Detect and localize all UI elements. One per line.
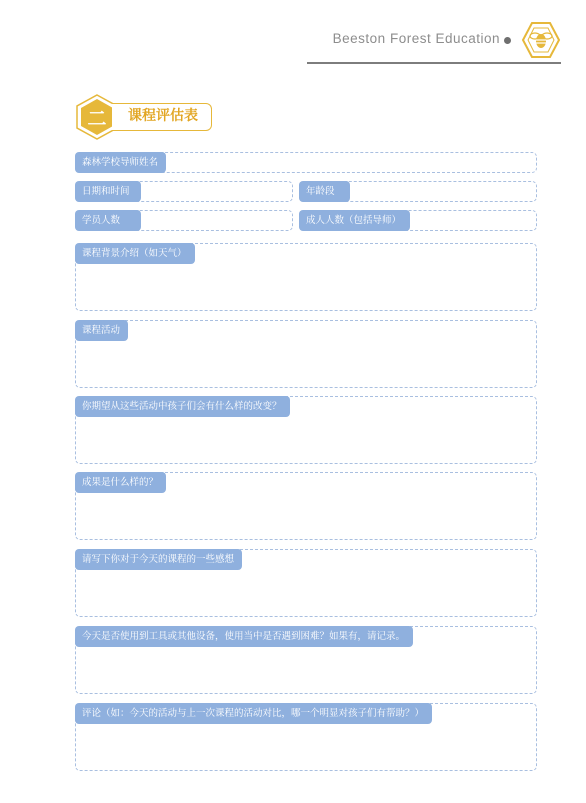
expected-change-field[interactable] [75,396,537,464]
header-divider [307,62,561,64]
background-field[interactable] [75,243,537,311]
outcome-label: 成果是什么样的？ [75,472,166,493]
header-brand-text: Beeston Forest Education [332,31,500,46]
expected-change-label: 你期望从这些活动中孩子们会有什么样的改变？ [75,396,290,417]
adult-count-field[interactable] [299,210,537,231]
student-count-field[interactable] [75,210,293,231]
section-number: 二 [87,108,107,130]
comments-field[interactable] [75,703,537,771]
activities-label: 课程活动 [75,320,128,341]
feelings-field[interactable] [75,549,537,617]
activities-field[interactable] [75,320,537,388]
date-time-label: 日期和时间 [75,181,141,202]
background-label: 课程背景介绍（如天气） [75,243,195,264]
feelings-label: 请写下你对于今天的课程的一些感想 [75,549,242,570]
adult-count-label: 成人人数（包括导师） [299,210,410,231]
date-time-field[interactable] [75,181,293,202]
teacher-name-field[interactable] [75,152,537,173]
age-group-field[interactable] [299,181,537,202]
comments-label: 评论（如：今天的活动与上一次课程的活动对比，哪一个明显对孩子们有帮助？） [75,703,432,724]
student-count-label: 学员人数 [75,210,141,231]
section-title: 课程评估表 [112,103,212,131]
teacher-name-label: 森林学校导师姓名 [75,152,166,173]
bee-hexagon-logo-icon [521,20,561,60]
age-group-label: 年龄段 [299,181,350,202]
tools-field[interactable] [75,626,537,694]
tools-label: 今天是否使用到工具或其他设备，使用当中是否遇到困难？如果有，请记录。 [75,626,413,647]
outcome-field[interactable] [75,472,537,540]
header-bullet [504,37,511,44]
